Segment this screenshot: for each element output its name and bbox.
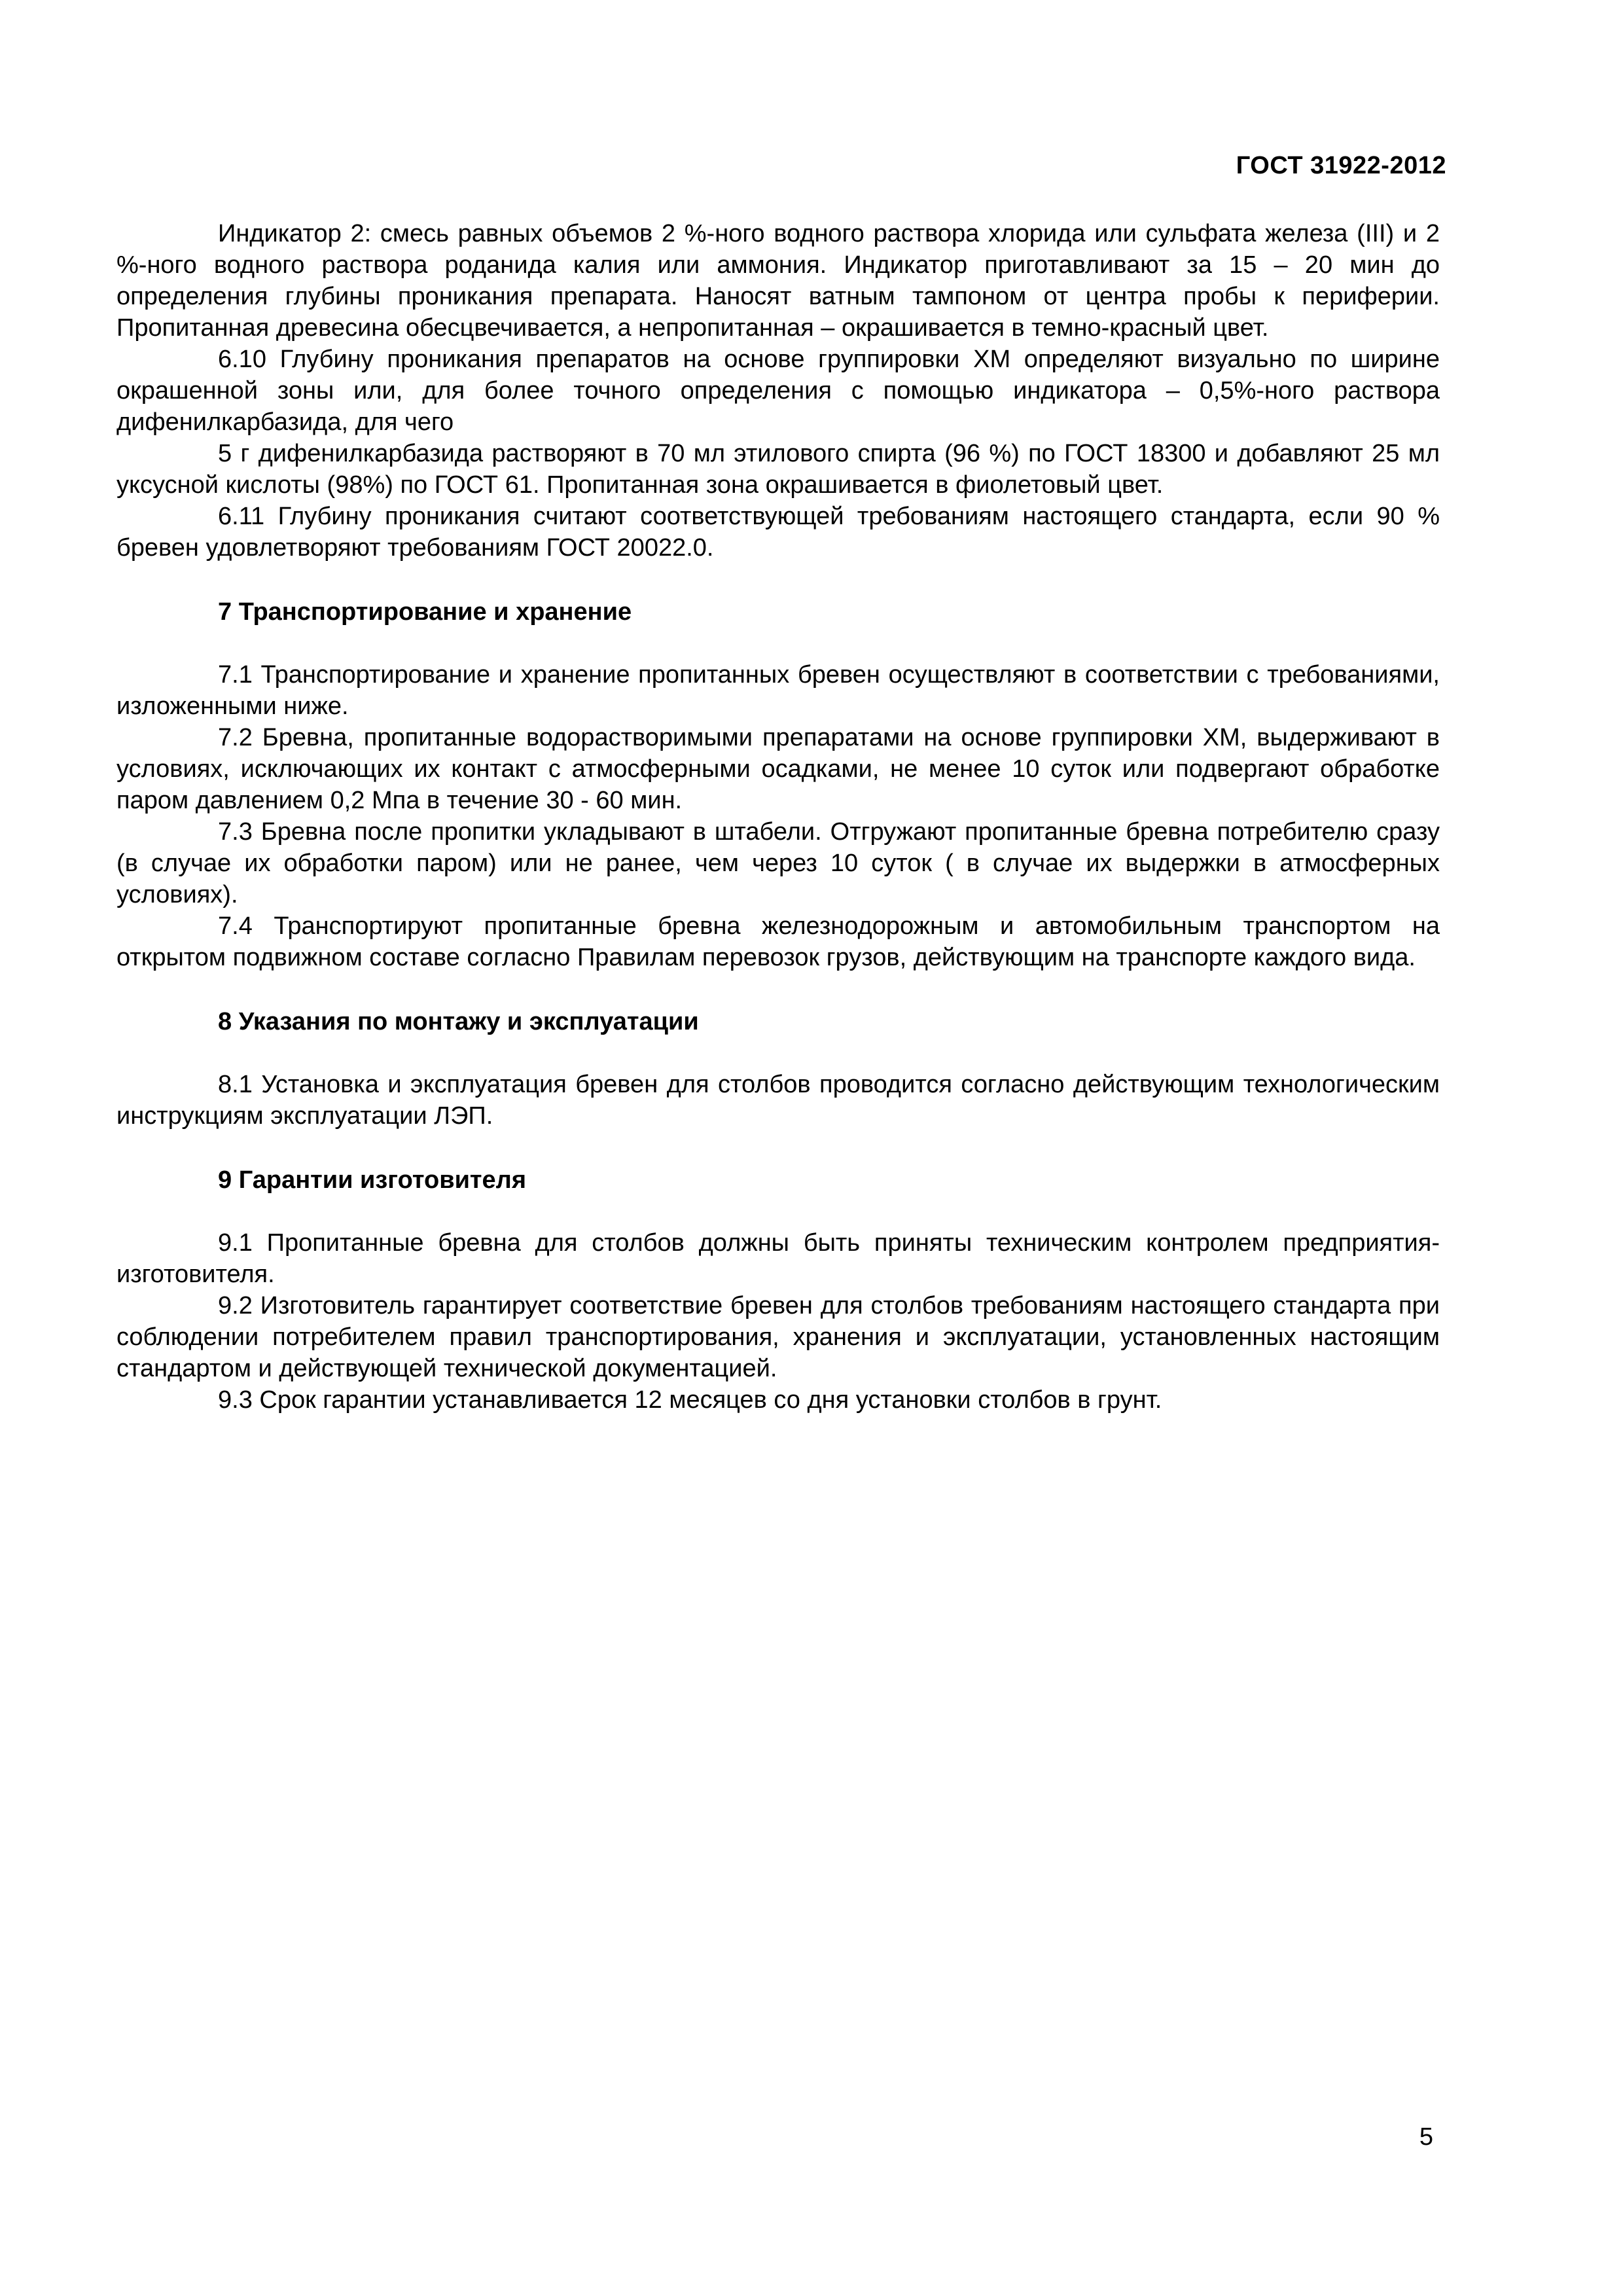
paragraph-9-3: 9.3 Срок гарантии устанавливается 12 месяцев со дня установки столбов в грунт. bbox=[218, 1386, 1162, 1414]
section-8 bbox=[116, 1006, 1440, 1132]
paragraph-9-2: 9.2 Изготовитель гарантирует соответствие бревен для столбов требованиям настоящего стандарта при соблюдении потребителем правил транспортирования, хранения и эксплуатации, установленных настоящим стандартом и действующей технической документацией. bbox=[116, 1292, 1440, 1382]
document-body bbox=[116, 218, 1440, 1416]
section-heading-8: 8 Указания по монтажу и эксплуатации bbox=[218, 1008, 699, 1035]
page-number: 5 bbox=[1419, 2123, 1433, 2151]
paragraph-diphenylcarbazide: 5 г дифенилкарбазида растворяют в 70 мл этилового спирта (96 %) по ГОСТ 18300 и добавляют 25 мл уксусной кислоты (98%) по ГОСТ 61. Пропитанная зона окрашивается в фиолетовый цвет. bbox=[116, 440, 1440, 499]
paragraph-indicator-2: Индикатор 2: смесь равных объемов 2 %-ного водного раствора хлорида или сульфата железа (III) и 2 %-ного водного раствора роданида калия или аммония. Индикатор приготавливают за 15 – 20 мин до определения глубины проникания препарата. Наносят ватным тампоном от центра пробы к периферии. Пропитанная древесина обесцвечивается, а непропитанная – окрашивается в темно-красный цвет. bbox=[116, 220, 1440, 342]
section-9 bbox=[116, 1164, 1440, 1416]
section-6-continuation bbox=[116, 218, 1440, 564]
paragraph-6-10: 6.10 Глубину проникания препаратов на основе группировки ХМ определяют визуально по ширине окрашенной зоны или, для более точного определения с помощью индикатора – 0,5%-ного раствора дифенилкарбазида, для чего bbox=[116, 346, 1440, 436]
document-code-header: ГОСТ 31922-2012 bbox=[1236, 152, 1446, 179]
paragraph-7-2: 7.2 Бревна, пропитанные водорастворимыми препаратами на основе группировки ХМ, выдерживают в условиях, исключающих их контакт с атмосферными осадками, не менее 10 суток или подвергают обработке паром давлением 0,2 Мпа в течение 30 - 60 мин. bbox=[116, 724, 1440, 814]
paragraph-7-4: 7.4 Транспортируют пропитанные бревна железнодорожным и автомобильным транспортом на открытом подвижном составе согласно Правилам перевозок грузов, действующим на транспорте каждого вида. bbox=[116, 912, 1440, 971]
paragraph-8-1: 8.1 Установка и эксплуатация бревен для столбов проводится согласно действующим технологическим инструкциям эксплуатации ЛЭП. bbox=[116, 1071, 1440, 1130]
paragraph-7-3: 7.3 Бревна после пропитки укладывают в штабели. Отгружают пропитанные бревна потребителю сразу (в случае их обработки паром) или не ранее, чем через 10 суток ( в случае их выдержки в атмосферных условиях). bbox=[116, 818, 1440, 908]
section-7 bbox=[116, 596, 1440, 973]
section-heading-9: 9 Гарантии изготовителя bbox=[218, 1166, 526, 1194]
section-heading-7: 7 Транспортирование и хранение bbox=[218, 598, 632, 626]
paragraph-7-1: 7.1 Транспортирование и хранение пропитанных бревен осуществляют в соответствии с требованиями, изложенными ниже. bbox=[116, 661, 1440, 720]
paragraph-6-11: 6.11 Глубину проникания считают соответствующей требованиям настоящего стандарта, если 90 % бревен удовлетворяют требованиям ГОСТ 20022.0. bbox=[116, 503, 1440, 562]
paragraph-9-1: 9.1 Пропитанные бревна для столбов должны быть приняты техническим контролем предприятия-изготовителя. bbox=[116, 1229, 1440, 1288]
